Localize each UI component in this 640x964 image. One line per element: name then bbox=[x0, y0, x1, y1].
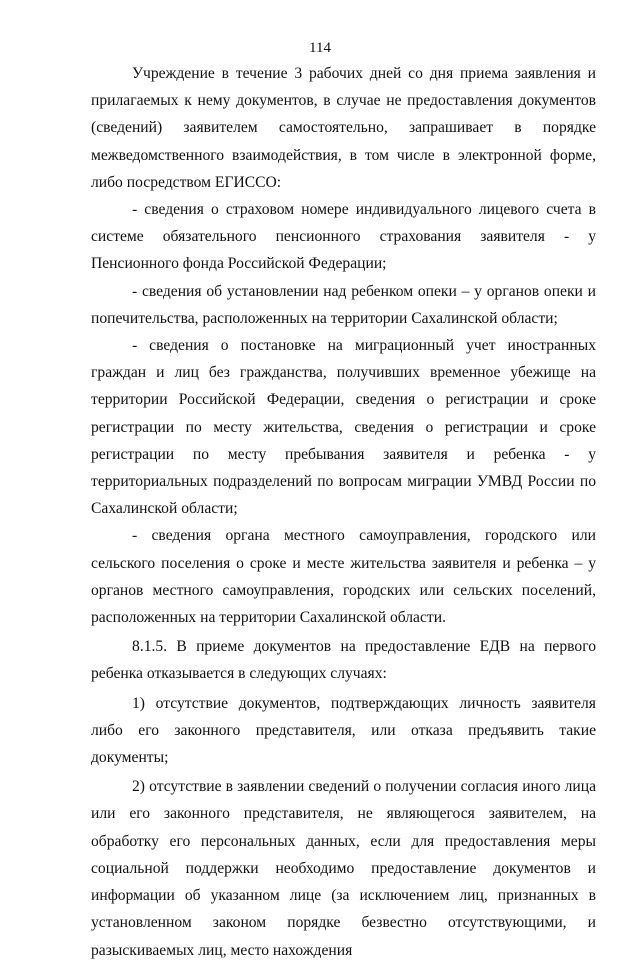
paragraph-local-government-info: - сведения органа местного самоуправления, городского или сельского поселения о сроке и месте жительства заявителя и ребенка – у органов местного самоуправления, городских или сельских поселений, расположенных на территории Сахалинской области. bbox=[91, 527, 596, 627]
paragraph-pension-info: - сведения о страховом номере индивидуального лицевого счета в системе обязательного пенсионного страхования заявителя - у Пенсионного фонда Российской Федерации; bbox=[91, 201, 596, 273]
paragraph-guardianship-info: - сведения об установлении над ребенком опеки – у органов опеки и попечительства, расположенных на территории Сахалинской области; bbox=[91, 282, 596, 327]
paragraph-section-8-1-5: 8.1.5. В приеме документов на предоставление ЕДВ на первого ребенка отказывается в следующих случаях: bbox=[91, 638, 596, 683]
paragraph-refusal-reason-1: 1) отсутствие документов, подтверждающих личность заявителя либо его законного представителя, или отказа предъявить такие документы; bbox=[91, 694, 596, 767]
paragraph-refusal-reason-2: 2) отсутствие в заявлении сведений о получении согласия иного лица или его законного представителя, не являющегося заявителем, на обработку его персональных данных, если для предоставления меры социальной поддержки необходимо предоставление документов и информации об указанном лице (за исключением лиц, признанных в установленном законом порядке безвестно отсутствующими, и разыскиваемых лиц, место нахождения bbox=[91, 778, 596, 959]
paragraph-migration-info: - сведения о постановке на миграционный учет иностранных граждан и лиц без гражданства, получивших временное убежище на территории Российской Федерации, сведения о регистрации и сроке регистрации по месту жительства, сведения о регистрации и сроке регистрации по месту пребывания заявителя и ребенка - у территориальных подразделений по вопросам миграции УМВД России по Сахалинской области; bbox=[91, 337, 596, 518]
document-body bbox=[91, 60, 596, 964]
paragraph-request-intro: Учреждение в течение 3 рабочих дней со дня приема заявления и прилагаемых к нему документов, в случае не предоставления документов (сведений) заявителем самостоятельно, запрашивает в порядке межведомственного взаимодействия, в том числе в электронной форме, либо посредством ЕГИССО: bbox=[91, 65, 596, 191]
page-number: 114 bbox=[309, 40, 331, 56]
